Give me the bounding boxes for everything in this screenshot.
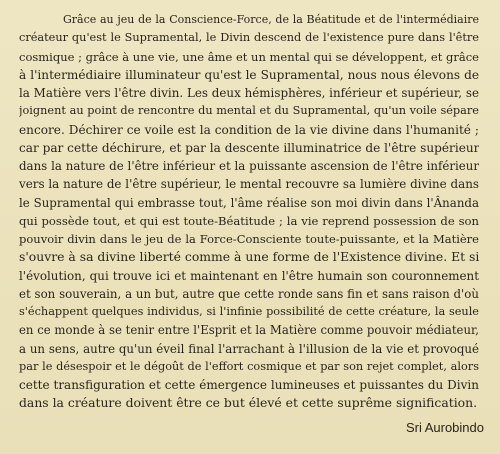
text-line: en ce monde à se tenir entre l'Esprit et la Matière comme pouvoir médiateur, [19, 323, 479, 338]
text-line: a un sens, autre qu'un éveil final l'arrachant à l'illusion de la vie et provoqué [19, 341, 479, 356]
text-line: cosmique ; grâce à une vie, une âme et un mental qui se développent, et grâce [19, 49, 479, 64]
text-line: car par cette déchirure, et par la descente illuminatrice de l'être supérieur [19, 140, 479, 155]
text-line: dans la nature de l'être inférieur et la puissante ascension de l'être inférieur [19, 159, 479, 173]
author-signature: Sri Aurobindo [405, 420, 484, 435]
text-line: Grâce au jeu de la Conscience-Force, de la Béatitude et de l'intermédiaire [63, 13, 479, 26]
text-line: par le désespoir et le dégoût de l'effort cosmique et par son rejet complet, alors [19, 359, 479, 373]
text-line: joignent au point de rencontre du mental et du Supramental, qu'un voile sépare [19, 104, 479, 118]
text-line: s'ouvre à sa divine liberté comme à une forme de l'Existence divine. Et si [19, 249, 479, 265]
text-line: à l'intermédiaire illuminateur qu'est le Supramental, nous nous élevons de [19, 67, 479, 82]
text-line: qui possède tout, et qui est toute-Béatitude ; la vie reprend possession de son [19, 213, 479, 228]
text-line: l'évolution, qui trouve ici et maintenant en l'être humain son couronnement [19, 268, 479, 283]
text-line: cette transfiguration et cette émergence lumineuses et puissantes du Divin [19, 378, 479, 392]
text-line: pouvoir divin dans le jeu de la Force-Consciente toute-puissante, et la Matière [19, 232, 479, 246]
text-line: s'échappent quelques individus, si l'infinie possibilité de cette créature, la seule [19, 305, 479, 318]
text-line: et son souverain, a un but, autre que cette ronde sans fin et sans raison d'où [19, 286, 479, 301]
text-line: dans la créature doivent être ce but élevé et cette suprême signification. [19, 395, 478, 411]
text-line: le Supramental qui embrasse tout, l'âme réalise son moi divin dans l'Ânanda [19, 195, 479, 210]
text-line: la Matière vers l'être divin. Les deux hémisphères, inférieur et supérieur, se [19, 86, 479, 100]
quote-paragraph [19, 11, 479, 413]
text-line: créateur qu'est le Supramental, le Divin descend de l'existence pure dans l'être [19, 31, 479, 45]
text-line: encore. Déchirer ce voile est la condition de la vie divine dans l'humanité ; [19, 122, 479, 137]
text-line: vers la nature de l'être supérieur, le mental recouvre sa lumière divine dans [19, 177, 479, 192]
